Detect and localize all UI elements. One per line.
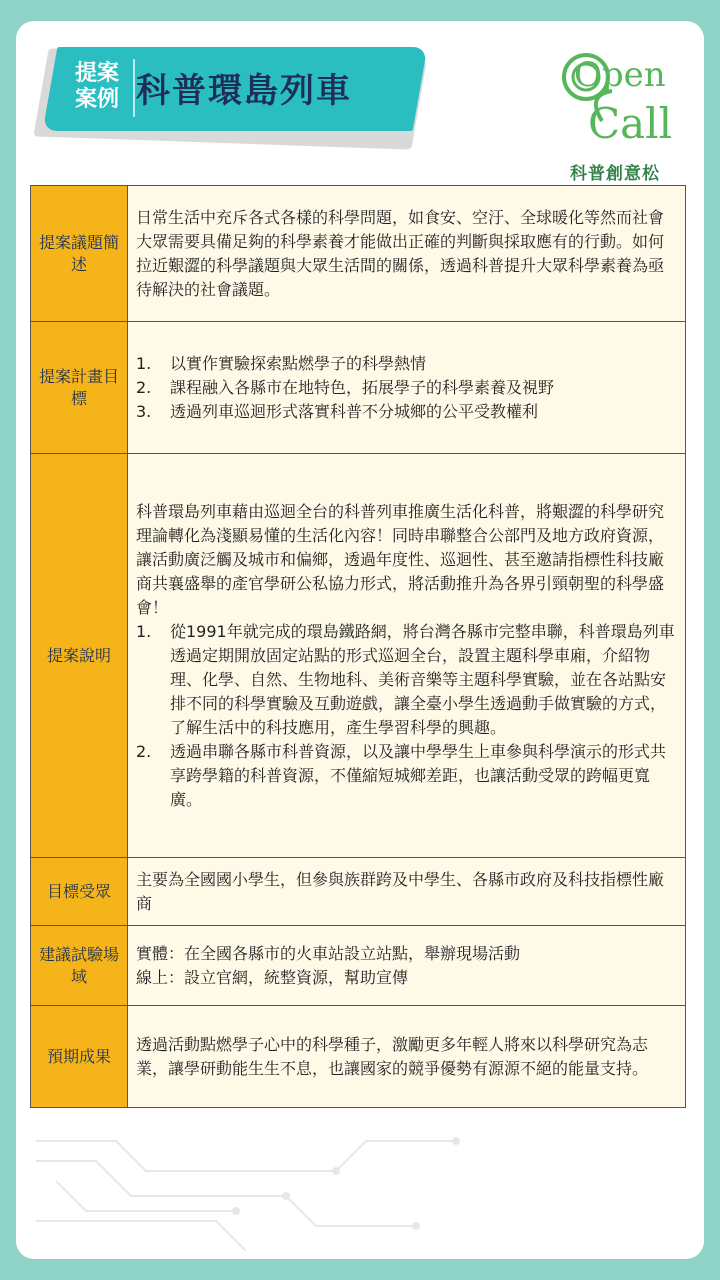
list-item: 1. 以實作實驗探索點燃學子的科學熱情 — [136, 353, 427, 373]
row-label: 提案議題簡述 — [31, 186, 128, 322]
row-content — [128, 322, 686, 454]
logo-open-text: Open — [574, 55, 666, 95]
row-label: 提案說明 — [31, 454, 128, 858]
row-content: 實體：在全國各縣市的火車站設立站點，舉辦現場活動 線上：設立官網，統整資源，幫助宣傳 — [128, 926, 686, 1006]
banner-divider — [133, 59, 135, 117]
list-item: 2. 透過串聯各縣市科普資源，以及讓中學學生上車參與科學演示的形式共享跨學籍的科普資源，不僅縮短城鄉差距，也讓活動受眾的跨幅更寬廣。 — [136, 741, 667, 809]
row-label: 提案計畫目標 — [31, 322, 128, 454]
table-row — [31, 1006, 686, 1108]
tag-line-2: 案例 — [74, 87, 119, 112]
row-label: 預期成果 — [31, 1006, 128, 1108]
row-content: 主要為全國國小學生，但參與族群跨及中學生、各縣市政府及科技指標性廠商 — [128, 858, 686, 926]
table-row — [31, 926, 686, 1006]
logo-subtitle: 科普創意松 — [570, 164, 660, 184]
list-item: 3. 透過列車巡迴形式落實科普不分城鄉的公平受教權利 — [136, 401, 539, 421]
proposal-case-tag — [62, 51, 132, 127]
open-call-logo — [544, 37, 684, 197]
row-content: 科普環島列車藉由巡迴全台的科普列車推廣生活化科普，將艱澀的科學研究理論轉化為淺顯易懂的生活化內容！同時串聯整合公部門及地方政府資源，讓活動廣泛觸及城市和偏鄉，透過年度性、巡迴性、甚至邀請指標性科技廠商共襄盛舉的產官學研公私協力形式，將活動推升為各界引頸朝聖的科學盛會！ 1. 從1991年就完成的環島鐵路網，將台灣各縣市完整串聯，科普環島列車透過定期開放固定站點的形式巡迴全台，設置主題科學車廂，介紹物理、化學、自然、生物地科、美術音樂等主題科學實驗，並在各站點安排不同的科學實驗及互動遊戲，讓全臺小學生透過動手做實驗的方式，了解生活中的科技應用，產生學習科學的興趣。 2. 透過串聯各縣市科普資源，以及讓中學學生上車參與科學演示的形式共享跨學籍的科普資源，不僅縮短城鄉差距，也讓活動受眾的跨幅更寬廣。 — [128, 454, 686, 858]
proposal-table — [30, 185, 686, 1108]
list-item: 1. 從1991年就完成的環島鐵路網，將台灣各縣市完整串聯，科普環島列車透過定期開放固定站點的形式巡迴全台，設置主題科學車廂，介紹物理、化學、自然、生物地科、美術音樂等主題科學實驗，並在各站點安排不同的科學實驗及互動遊戲，讓全臺小學生透過動手做實驗的方式，了解生活中的科技應用，產生學習科學的興趣。 — [136, 621, 675, 737]
table-row — [31, 186, 686, 322]
circuit-decoration-icon — [36, 1121, 696, 1251]
logo-call-text: Call — [588, 99, 673, 148]
content-card — [16, 21, 704, 1259]
tag-line-1: 提案 — [74, 61, 119, 86]
row-content: 日常生活中充斥各式各樣的科學問題，如食安、空汙、全球暖化等然而社會大眾需要具備足夠的科學素養才能做出正確的判斷與採取應有的行動。如何拉近艱澀的科學議題與大眾生活間的關係，透過科普提升大眾科學素養為亟待解決的社會議題。 — [128, 186, 686, 322]
table-row — [31, 454, 686, 858]
table-row — [31, 322, 686, 454]
table-row — [31, 858, 686, 926]
page-title: 科普環島列車 — [136, 71, 352, 111]
row-label: 建議試驗場域 — [31, 926, 128, 1006]
row-label: 目標受眾 — [31, 858, 128, 926]
list-item: 2. 課程融入各縣市在地特色，拓展學子的科學素養及視野 — [136, 377, 555, 397]
row-content: 透過活動點燃學子心中的科學種子，激勵更多年輕人將來以科學研究為志業，讓學研動能生生不息，也讓國家的競爭優勢有源源不絕的能量支持。 — [128, 1006, 686, 1108]
